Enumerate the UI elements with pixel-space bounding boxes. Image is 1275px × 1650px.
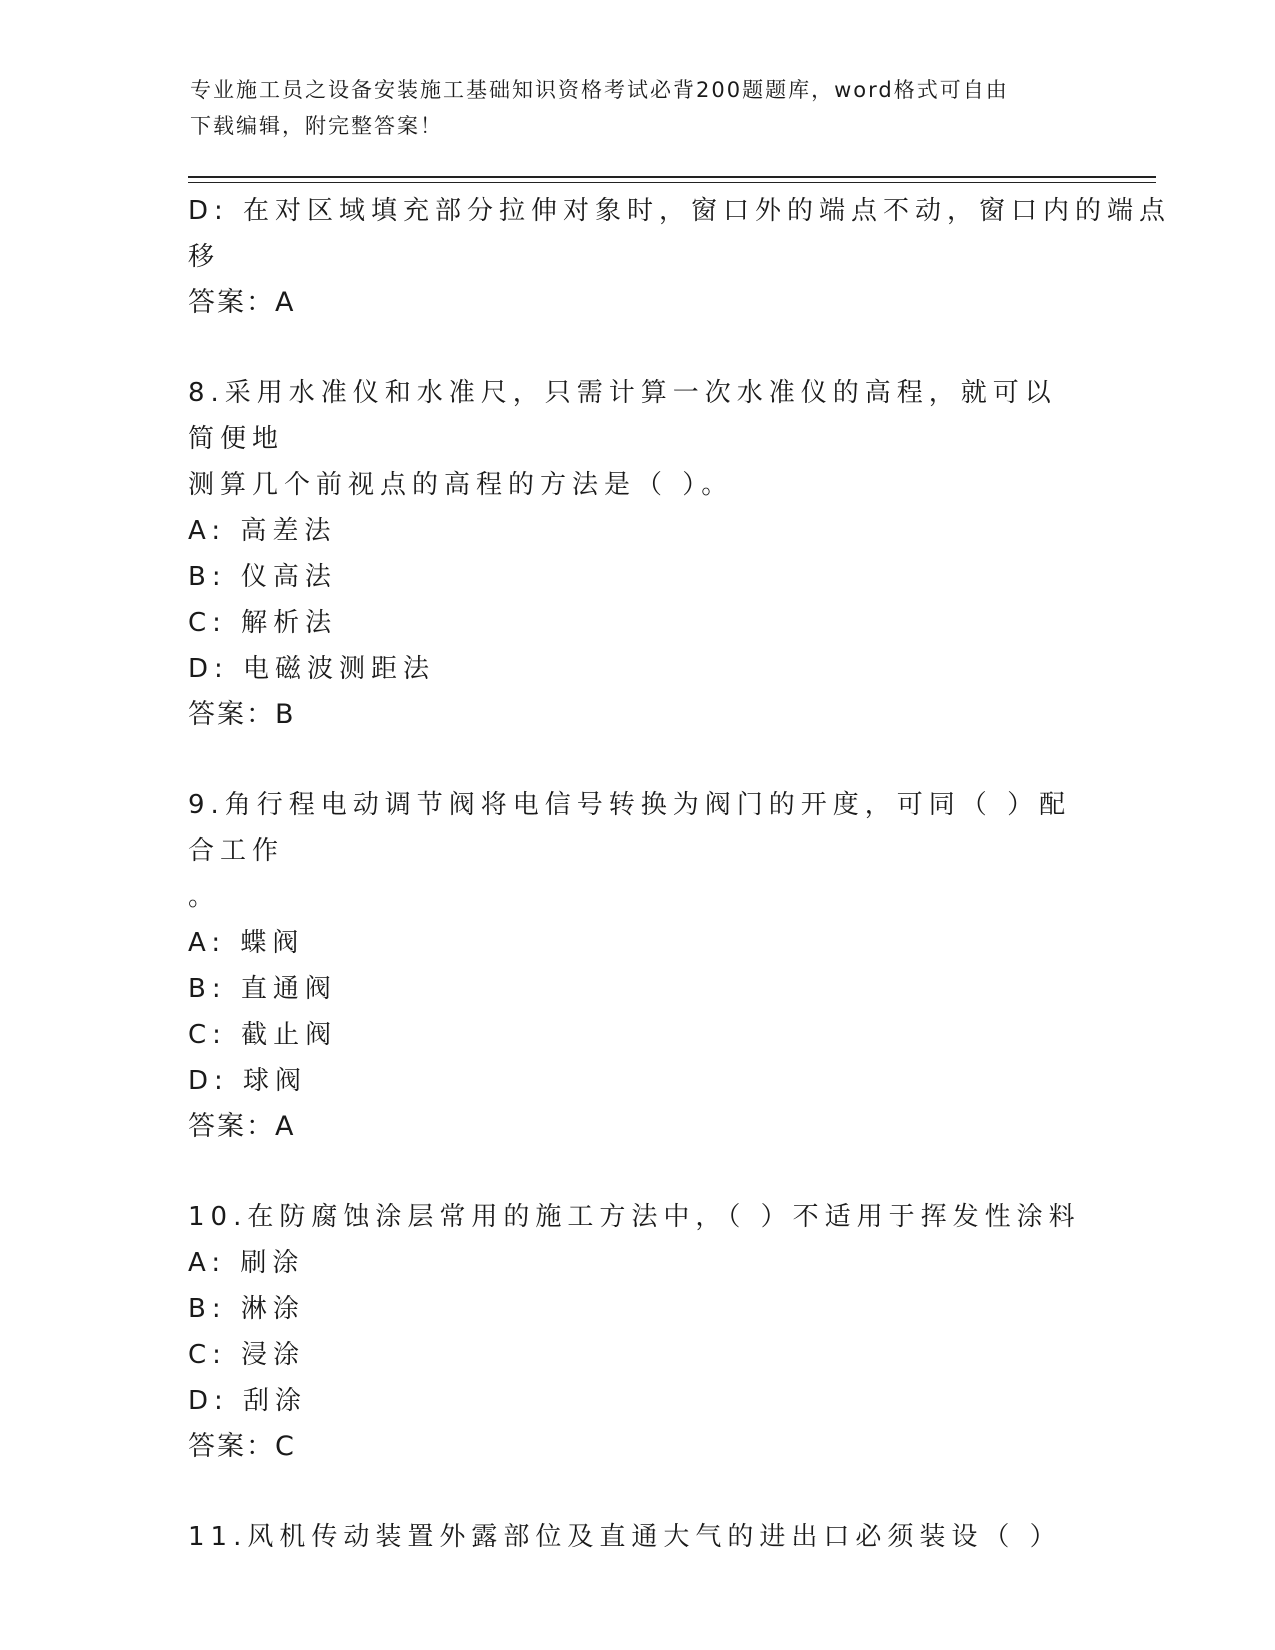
header-divider [188, 176, 1156, 183]
option-d-continued: 移 [188, 242, 221, 272]
question-text: 10.在防腐蚀涂层常用的施工方法中，（ ）不适用于挥发性涂料 [188, 1202, 1081, 1232]
header-line-2: 下载编辑，附完整答案！ [190, 114, 443, 138]
spacer [188, 1470, 1088, 1514]
option-b: B: 直通阀 [188, 974, 337, 1004]
question-text-continued: 。 [188, 882, 221, 912]
spacer [188, 1150, 1088, 1194]
question-text-continued: 测算几个前视点的高程的方法是（ ）。 [188, 470, 734, 500]
option-a: A: 刷涂 [188, 1248, 305, 1278]
page-header [190, 72, 1090, 144]
option-d: D: 电磁波测距法 [188, 654, 436, 684]
spacer [188, 326, 1088, 370]
answer: 答案：B [188, 699, 296, 730]
option-c: C: 截止阀 [188, 1020, 338, 1050]
question-8 [188, 370, 1088, 738]
answer: 答案：A [188, 1111, 296, 1142]
question-10 [188, 1194, 1088, 1470]
answer: 答案：A [188, 287, 296, 318]
header-line-1: 专业施工员之设备安装施工基础知识资格考试必背200题题库，word格式可自由 [190, 78, 1009, 102]
option-a: A: 高差法 [188, 516, 337, 546]
question-text: 8.采用水准仪和水准尺，只需计算一次水准仪的高程，就可以简便地 [188, 378, 1057, 454]
option-d: D: 刮涂 [188, 1386, 308, 1416]
option-a: A: 蝶阀 [188, 928, 305, 958]
question-text: 11.风机传动装置外露部位及直通大气的进出口必须装设（ ） [188, 1522, 1062, 1552]
option-d: D: 在对区域填充部分拉伸对象时，窗口外的端点不动，窗口内的端点 [188, 196, 1172, 226]
question-11 [188, 1514, 1088, 1560]
spacer [188, 738, 1088, 782]
option-c: C: 浸涂 [188, 1340, 306, 1370]
document-body [188, 188, 1172, 1560]
question-text: 9.角行程电动调节阀将电信号转换为阀门的开度，可同（ ）配合工作 [188, 790, 1072, 866]
option-b: B: 仪高法 [188, 562, 337, 592]
answer: 答案：C [188, 1431, 296, 1462]
previous-question-tail [188, 188, 1172, 326]
question-9 [188, 782, 1088, 1150]
option-b: B: 淋涂 [188, 1294, 305, 1324]
option-c: C: 解析法 [188, 608, 338, 638]
option-d: D: 球阀 [188, 1066, 308, 1096]
